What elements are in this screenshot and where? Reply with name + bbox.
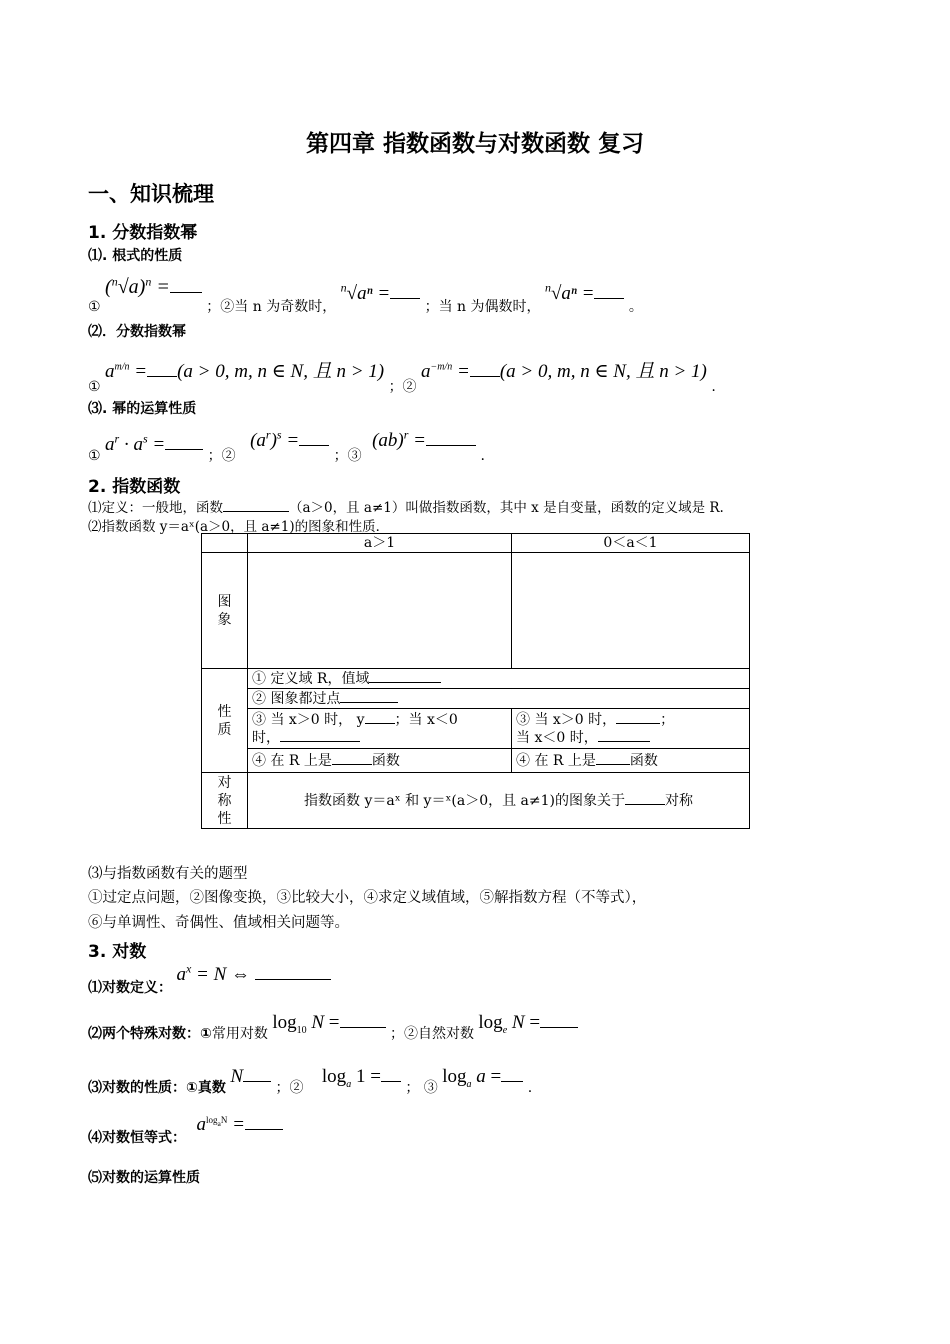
section-knowledge: 一、知识梳理 [88,182,214,206]
circle-1: ① [88,448,101,465]
formula-log-a-a: $\log_a a$ = [442,1066,523,1087]
prop-range-a-lt-1: ③ 当 x＞0 时， ； 当 x＜0 时， [512,709,750,749]
types-line-2: ⑥与单调性、奇偶性、值域相关问题等。 [88,915,349,931]
formula-log-def: $a^x = N$ ⇔ [176,964,330,985]
heading-exponential: 2. 指数函数 [88,477,181,497]
formula-true-number: N [230,1066,271,1087]
row-label-graph: 图象 [202,553,248,669]
exponential-definition: ⑴定义：一般地，函数 （a＞0，且 a≠1）叫做指数函数，其中 x 是自变量，函数的定义域是 R. [88,500,724,516]
types-title: ⑶与指数函数有关的题型 [88,866,248,882]
formula-log10: $\log_{10} N$ = [272,1012,385,1033]
end-mark: . [711,379,716,395]
types-line-1: ①过定点问题，②图像变换，③比较大小，④求定义域值域，⑤解指数方程（不等式）， [88,890,647,906]
formula-root-power: $(^n√a)^n$ = [105,276,202,298]
header-a-gt-1: a＞1 [248,534,512,553]
graph-cell-a-lt-1 [512,553,750,669]
circle-1: ① [88,379,101,395]
formula-a-m-over-n: $a^{m/n} = (a > 0$, m, n ∈ N, 且 n > 1) [105,361,385,382]
graph-cell-a-gt-1 [248,553,512,669]
row-label-symmetry: 对称性 [202,773,248,829]
end-mark: . [480,448,485,465]
circle-2: ；② [207,448,236,465]
even-case-text: ；当 n 为偶数时， [424,298,541,315]
prop-domain: ① 定义域 R，值域 [248,669,750,689]
radical-properties-line [88,270,643,315]
log-operations-label: ⑸对数的运算性质 [88,1170,200,1186]
special-logs-line: ⑵两个特殊对数：①常用对数 $\log_{10} N$ = ；②自然对数 $\log_e N$ = [88,1012,578,1036]
end-mark: 。 [628,298,643,315]
fraction-power-line [88,348,716,395]
formula-even-root: $^n$√aⁿ = [545,283,624,304]
prop-monotone-a-gt-1: ④ 在 R 上是 函数 [248,749,512,773]
formula-product-power: (ab)$^r$ = [372,430,476,451]
circle-1: ① [88,298,101,315]
odd-case-text: ；②当 n 为奇数时， [206,298,337,315]
log-identity-line: ⑷对数恒等式： $a^{log_aN}$ = [88,1114,283,1136]
row-label-properties: 性质 [202,669,248,773]
circle-2: ；② [388,379,417,395]
formula-a-neg-m-over-n: $a^{-m/n} = (a > 0$, m, n ∈ N, 且 n > 1) [421,361,707,382]
exponential-properties-table [201,533,750,829]
log-definition-line: ⑴对数定义： $a^x = N$ ⇔ [88,962,331,986]
formula-log-identity: $a^{log_aN}$ = [196,1114,282,1135]
label-radical-properties: ⑴. 根式的性质 [88,248,183,264]
exponential-graph-intro: ⑵指数函数 y＝aˣ(a＞0，且 a≠1)的图象和性质． [88,519,390,535]
formula-product: $a^r \cdot a^s$ = [105,434,203,455]
symmetry-cell: 指数函数 y＝aˣ 和 y＝ˣ(a＞0，且 a≠1)的图象关于 对称 [248,773,750,829]
header-a-lt-1: 0＜a＜1 [512,534,750,553]
formula-odd-root: $^n$√aⁿ = [341,283,420,304]
label-fraction-power: ⑵．分数指数幂 [88,324,186,340]
prop-monotone-a-lt-1: ④ 在 R 上是 函数 [512,749,750,773]
power-rules-line [88,424,485,465]
prop-range-a-gt-1: ③ 当 x＞0 时， y ；当 x＜0 时， [248,709,512,749]
heading-fraction-power: 1. 分数指数幂 [88,223,198,243]
log-properties-line: ⑶对数的性质：①真数 N ；② $\log_a 1$ = ； ③ $\log_a a$ = . [88,1066,533,1096]
formula-power-of-power: $(a^r)^s$ = [250,430,329,451]
heading-logarithm: 3. 对数 [88,942,147,962]
page-title: 第四章 指数函数与对数函数 复习 [305,131,644,157]
circle-3: ；③ [333,448,362,465]
formula-log-a-1: $\log_a 1$ = [322,1066,401,1087]
formula-ln: $\log_e N$ = [478,1012,578,1033]
label-power-rules: ⑶. 幂的运算性质 [88,401,197,417]
prop-fixed-point: ② 图象都过点 [248,689,750,709]
